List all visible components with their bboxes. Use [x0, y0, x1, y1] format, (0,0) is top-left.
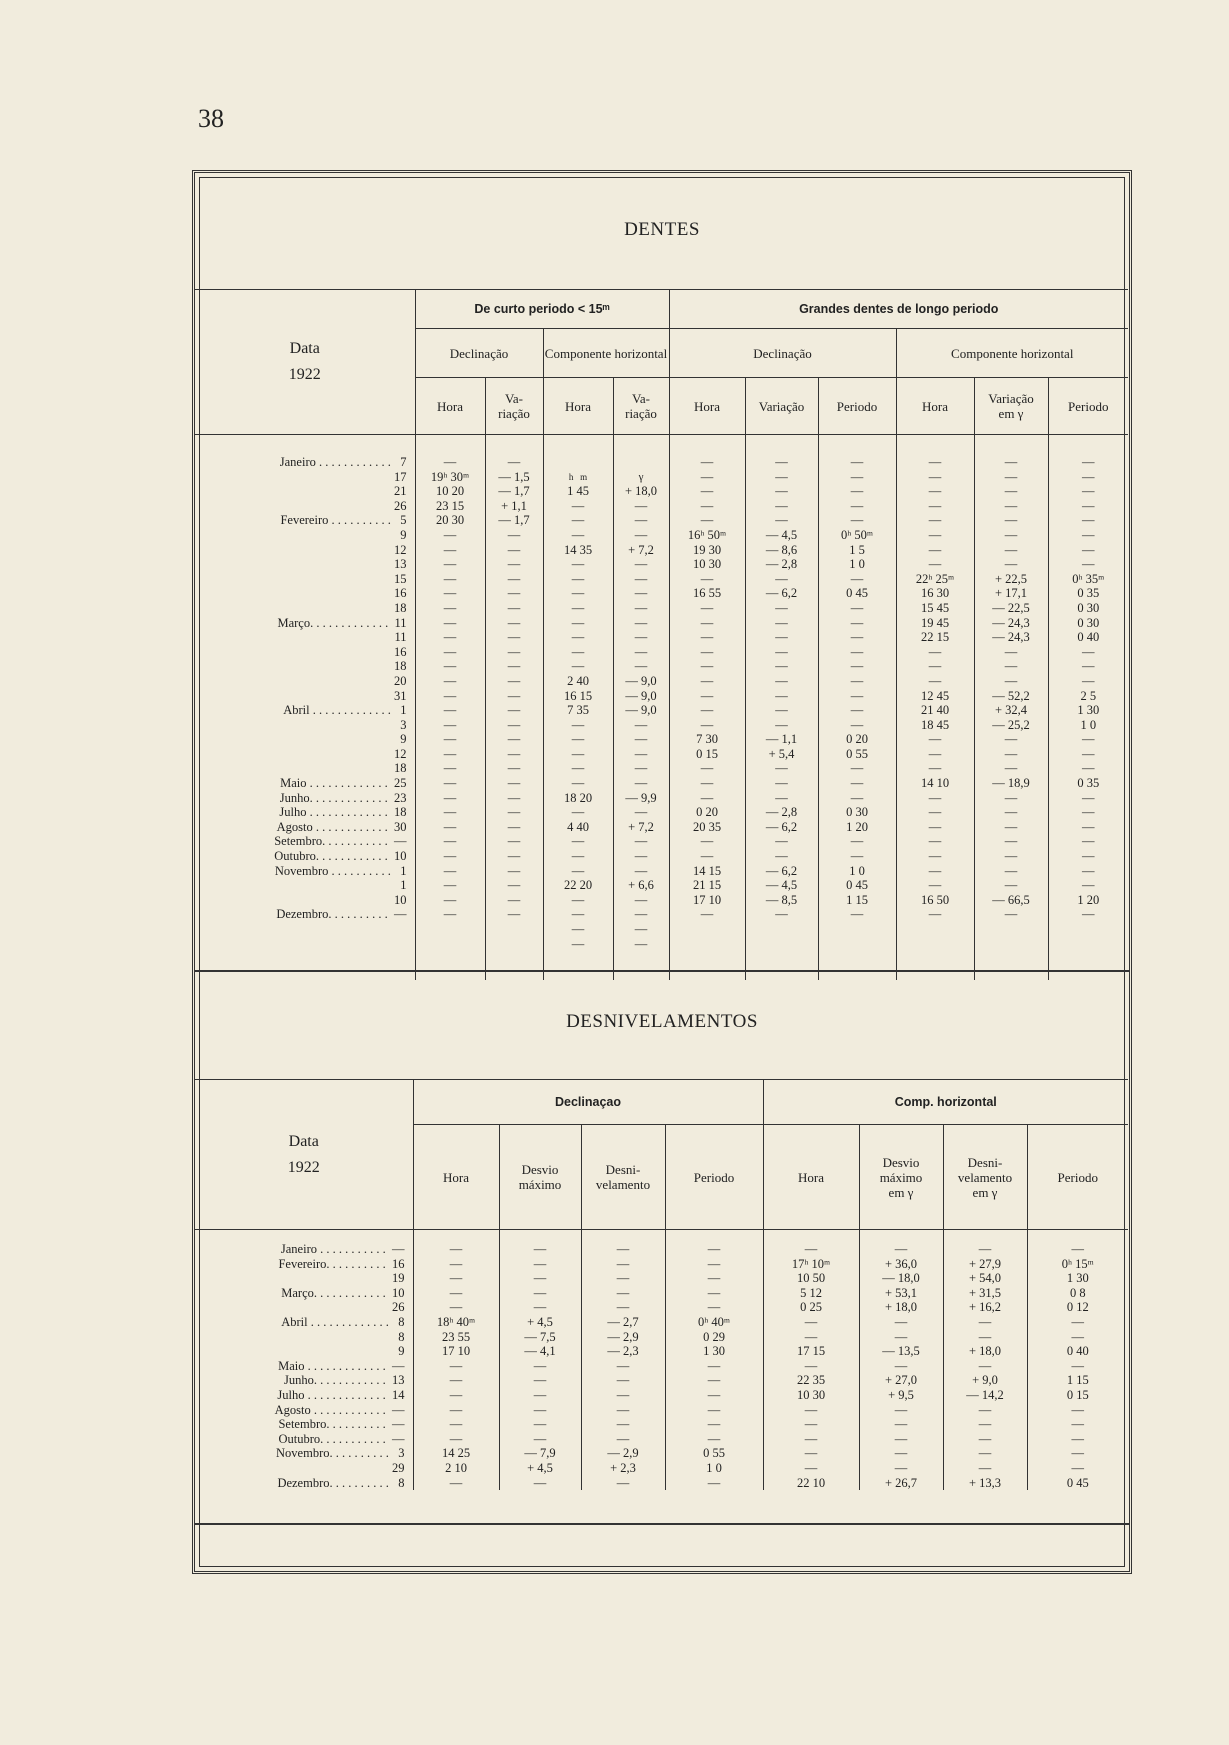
dc-hora-header: Hora [763, 1125, 859, 1230]
dc-per-col: — 0ʰ 15ᵐ 1 30 0 8 0 12 — — 0 40 — 1 15 0 15 — — — — — 0 45 [1027, 1230, 1128, 1491]
sh-hora-header: Hora [543, 378, 613, 435]
dentes-table [195, 289, 1128, 980]
dc-hora-col: — 17ʰ 10ᵐ 10 50 5 12 0 25 — — 17 15 — 22 35 10 30 — — — — — 22 10 [763, 1230, 859, 1491]
desn-declination-group-header: Declinaçao [413, 1080, 763, 1125]
sh-hora-col [543, 435, 613, 981]
dd-hora-col: — — — — — 18ʰ 40ᵐ 23 55 17 10 — — — — — — 14 25 2 10 — [413, 1230, 499, 1491]
lh-variacao-header: Variação em γ [974, 378, 1048, 435]
dentes-year-label: 1922 [288, 366, 321, 383]
desn-date-label: Data [288, 1132, 319, 1150]
desn-component-group-header: Comp. horizontal [763, 1080, 1128, 1125]
units-gamma: γ [638, 471, 644, 484]
sd-variacao-header: Va- riação [485, 378, 543, 435]
lh-hora-header: Hora [896, 378, 974, 435]
table-frame [192, 170, 1132, 1574]
desn-dates-list: Janeiro . . . . . . . . . . . — Fevereiro. . . . . . . . . . 16 19 Março. . . . . . . . . . . . 10 26 Abril . . . . . . . . . . . . . 8 8 9 Maio . . . . . . . . . . . . . — Junho. . . . . . . . . . . . 13 Julho . . . . . . . . . . . . . 14 Agosto . . . . . . . . . . . . — Setembro. . . . . . . . . . — Outubro. . . . . . . . . . . — Novembro. . . . . . . . . . 3 29 Dezembro. . . . . . . . . . 8 [274, 1242, 405, 1490]
short-period-group-header: De curto periodo < 15ᵐ [415, 290, 669, 329]
short-declination-header: Declinação [415, 329, 543, 378]
ld-per-col: — — — — — 0ʰ 50ᵐ 1 5 1 0 — 0 45 — — — — — — — — — 0 20 0 55 — — — 0 30 1 20 — — 1 0 0 45 1 15 — [818, 435, 896, 981]
lh-per-col: — — — — — — — — 0ʰ 35ᵐ 0 35 0 30 0 30 0 40 — — — 2 5 1 30 1 0 — — — 0 35 — — — — — — — 1 20 — [1048, 435, 1128, 981]
dd-desvio-col: — — — — — + 4,5 — 7,5 — 4,1 — — — — — — — 7,9 + 4,5 — [499, 1230, 581, 1491]
lh-periodo-header: Periodo [1048, 378, 1128, 435]
dd-desnivel-header: Desni- velamento [581, 1125, 665, 1230]
desn-date-header [195, 1080, 413, 1230]
desnivelamentos-table [195, 1079, 1128, 1490]
sd-hora-header: Hora [415, 378, 485, 435]
sd-var-col: — — 1,5 — 1,7 + 1,1 — 1,7 — — — — — — — — — — — — — — — — — — — — — — — — — — — [485, 435, 543, 981]
sd-hora-col: — 19ʰ 30ᵐ 10 20 23 15 20 30 — — — — — — — — — — — — — — — — — — — — — — — — — — — [415, 435, 485, 981]
desn-bottom-rule [195, 1523, 1129, 1525]
long-declination-header: Declinação [669, 329, 896, 378]
dc-periodo-header: Periodo [1027, 1125, 1128, 1230]
page-number: 38 [198, 104, 224, 133]
ld-hora-header: Hora [669, 378, 745, 435]
ld-periodo-header: Periodo [818, 378, 896, 435]
dc-desn-col: — + 27,9 + 54,0 + 31,5 + 16,2 — — + 18,0 — + 9,0 — 14,2 — — — — — + 13,3 [943, 1230, 1027, 1491]
dentes-date-header [195, 290, 415, 435]
ld-variacao-header: Variação [745, 378, 818, 435]
dd-per-col: — — — — — 0ʰ 40ᵐ 0 29 1 30 — — — — — — 0 55 1 0 — [665, 1230, 763, 1491]
dd-hora-header: Hora [413, 1125, 499, 1230]
dd-periodo-header: Periodo [665, 1125, 763, 1230]
sh-hora-values: 1 45 — — — 14 35 — — — — — — — — 2 40 16 15 7 35 — — — — — 18 20 — 4 40 — — — 22 20 — — — — [563, 484, 593, 951]
short-component-header: Componente horizontal [543, 329, 669, 378]
sh-var-values: + 18,0 — — — + 7,2 — — — — — — — — — 9,0 — 9,0 — 9,0 — — — — — — 9,9 — + 7,2 — — — + 6,6 — — — — [624, 484, 658, 951]
dentes-dates-list: Janeiro . . . . . . . . . . . . 7 17 21 26 Fevereiro . . . . . . . . . . 5 9 12 13 15 16 18 Março. . . . . . . . . . . . . 11 11 16 18 20 31 Abril . . . . . . . . . . . . . 1 3 9 12 18 Maio . . . . . . . . . . . . . 25 Junho. . . . . . . . . . . . . 23 Julho . . . . . . . . . . . . . 18 Agosto . . . . . . . . . . . . 30 Setembro. . . . . . . . . . . — Outubro. . . . . . . . . . . . 10 Novembro . . . . . . . . . . 1 1 10 Dezembro. . . . . . . . . . — [274, 455, 407, 922]
long-component-header: Componente horizontal [896, 329, 1128, 378]
desn-dates-cell [195, 1230, 413, 1491]
sh-var-col [613, 435, 669, 981]
dentes-date-label: Data [289, 340, 320, 357]
dentes-dates-cell [195, 435, 415, 981]
sh-variacao-header: Va- riação [613, 378, 669, 435]
lh-hora-col: — — — — — — — — 22ʰ 25ᵐ 16 30 15 45 19 45 22 15 — — — 12 45 21 40 18 45 — — — 14 10 — — — — — — — 16 50 — [896, 435, 974, 981]
dc-desvio-header: Desvio máximo em γ [859, 1125, 943, 1230]
ld-var-col: — — — — — — 4,5 — 8,6 — 2,8 — — 6,2 — — — — — — — — — — 1,1 + 5,4 — — — — 2,8 — 6,2 — — — 6,2 — 4,5 — 8,5 — [745, 435, 818, 981]
dc-desnivel-header: Desni- velamento em γ [943, 1125, 1027, 1230]
dd-desn-col: — — — — — — 2,7 — 2,9 — 2,3 — — — — — — — 2,9 + 2,3 — [581, 1230, 665, 1491]
long-period-group-header: Grandes dentes de longo periodo [669, 290, 1128, 329]
dentes-bottom-rule [195, 970, 1129, 972]
dd-desvio-header: Desvio máximo [499, 1125, 581, 1230]
ld-hora-col: — — — — — 16ʰ 50ᵐ 19 30 10 30 — 16 55 — — — — — — — — — 7 30 0 15 — — — 0 20 20 35 — — 14 15 21 15 17 10 — [669, 435, 745, 981]
desn-year-label: 1922 [287, 1158, 320, 1176]
dentes-title: DENTES [624, 219, 700, 240]
lh-var-col: — — — — — — — — + 22,5 + 17,1 — 22,5 — 24,3 — 24,3 — — — — 52,2 + 32,4 — 25,2 — — — — 18,9 — — — — — — — — 66,5 — [974, 435, 1048, 981]
dc-desvio-col: — + 36,0 — 18,0 + 53,1 + 18,0 — — — 13,5 — + 27,0 + 9,5 — — — — — + 26,7 [859, 1230, 943, 1491]
units-hm: h m [568, 472, 588, 483]
desnivelamentos-title: DESNIVELAMENTOS [566, 1011, 758, 1032]
